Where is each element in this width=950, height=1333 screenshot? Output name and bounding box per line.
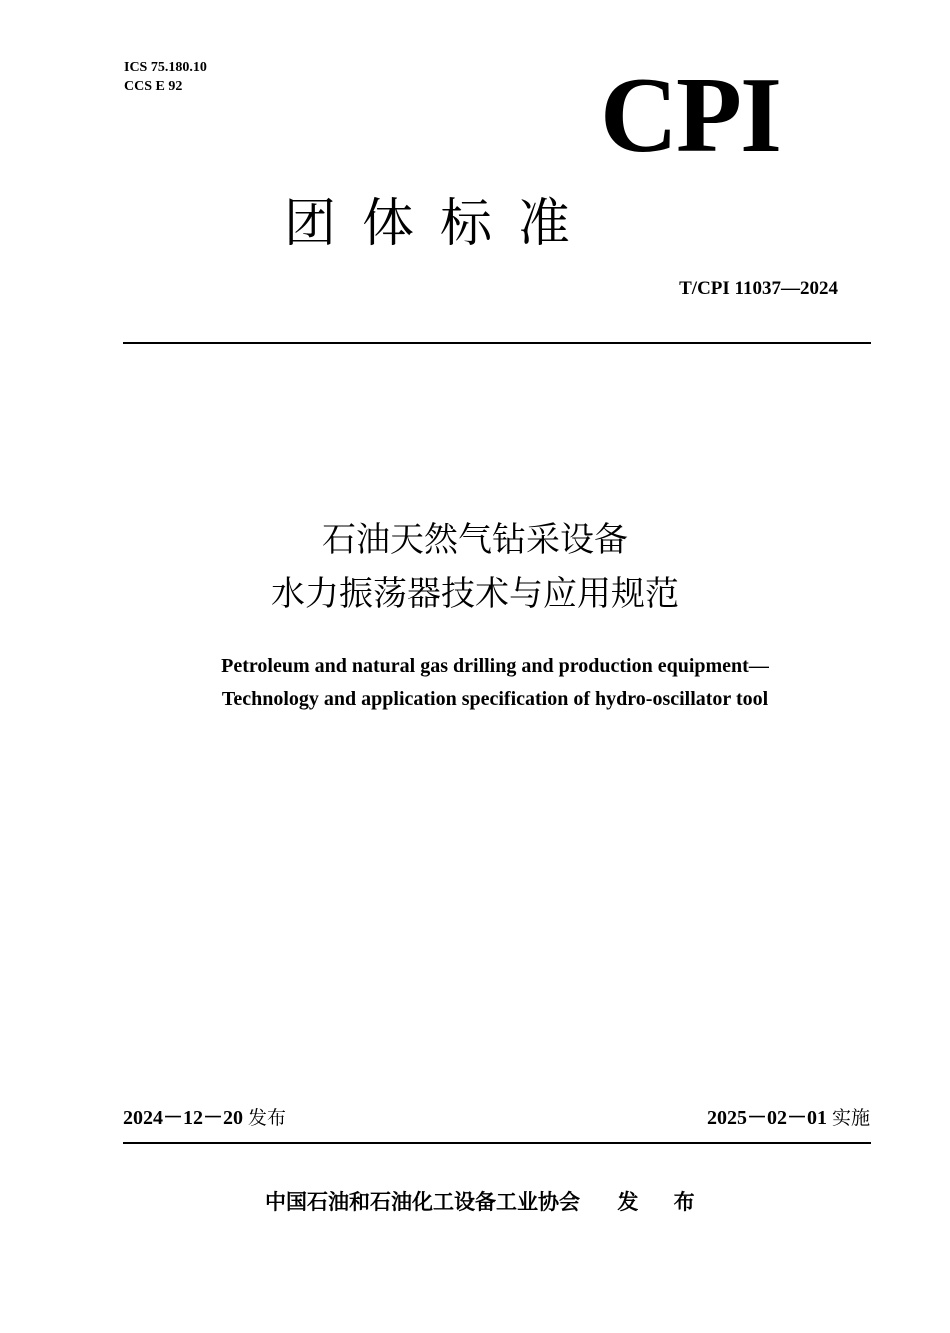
publisher-name: 中国石油和石油化工设备工业协会	[265, 1190, 580, 1214]
chinese-title-line-2: 水力振荡器技术与应用规范	[271, 574, 679, 614]
top-divider	[123, 342, 871, 344]
implementation-date: 2025－02－01	[706, 1107, 827, 1129]
implementation-label: 实施	[831, 1107, 870, 1129]
cpi-logo: CPI	[600, 56, 780, 175]
bottom-divider	[123, 1142, 871, 1144]
english-title-line-1: Petroleum and natural gas drilling and production equipment—	[221, 655, 769, 677]
classification-codes	[124, 58, 207, 96]
issue-label: 发布	[248, 1107, 287, 1129]
publish-label: 发 布	[617, 1190, 709, 1214]
chinese-title-line-1: 石油天然气钻采设备	[322, 520, 628, 560]
standard-type-heading: 团体标准	[284, 194, 597, 254]
issue-date: 2024－12－20	[123, 1107, 243, 1129]
ccs-code: CCS E 92	[124, 79, 183, 94]
standard-number: T/CPI 11037—2024	[679, 278, 838, 299]
english-title-line-2: Technology and application specification of hydro-oscillator tool	[221, 688, 769, 710]
issue-date-block	[123, 1104, 286, 1132]
implementation-date-block	[707, 1104, 870, 1132]
ics-code: ICS 75.180.10	[124, 60, 207, 75]
publisher-line	[265, 1186, 709, 1218]
